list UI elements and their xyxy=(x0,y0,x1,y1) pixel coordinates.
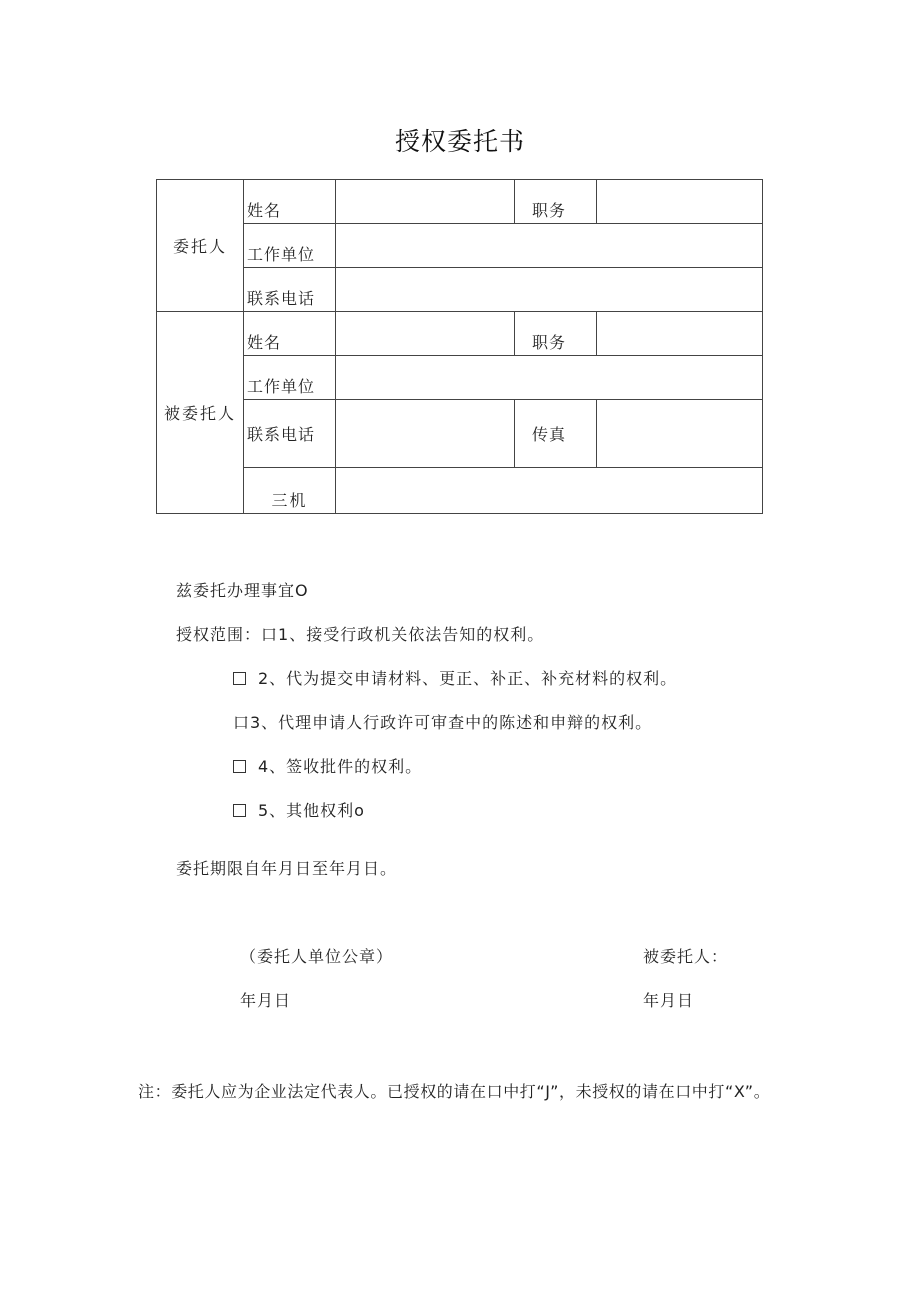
scope-item-3: 口3、代理申请人行政许可审查中的陈述和申辩的权利。 xyxy=(233,713,653,732)
checkbox-4[interactable] xyxy=(233,760,246,773)
authorization-form-table xyxy=(156,179,763,514)
period-line: 委托期限自年月日至年月日。 xyxy=(176,859,398,878)
agent-mobile-field[interactable] xyxy=(336,468,763,514)
intro-line: 兹委托办理事宜O xyxy=(176,581,309,600)
principal-group-label: 委托人 xyxy=(157,180,244,312)
document-title: 授权委托书 xyxy=(394,127,525,156)
principal-work-unit-label: 工作单位 xyxy=(244,224,336,268)
agent-signature-label: 被委托人： xyxy=(643,947,729,966)
scope-label: 授权范围： xyxy=(176,625,262,644)
scope-line-1 xyxy=(176,622,544,645)
principal-name-field[interactable] xyxy=(336,180,515,224)
scope-line-5 xyxy=(233,798,365,821)
agent-position-field[interactable] xyxy=(597,312,763,356)
principal-position-label: 职务 xyxy=(515,180,597,224)
checkbox-2[interactable] xyxy=(233,672,246,685)
agent-phone-label: 联系电话 xyxy=(244,400,336,468)
agent-position-label: 职务 xyxy=(515,312,597,356)
agent-work-unit-field[interactable] xyxy=(336,356,763,400)
principal-phone-label: 联系电话 xyxy=(244,268,336,312)
principal-position-field[interactable] xyxy=(597,180,763,224)
agent-date: 年月日 xyxy=(643,991,695,1010)
agent-phone-field[interactable] xyxy=(336,400,515,468)
scope-item-4: 4、签收批件的权利。 xyxy=(258,757,423,776)
checkbox-5[interactable] xyxy=(233,804,246,817)
scope-item-1: 口1、接受行政机关依法告知的权利。 xyxy=(261,625,545,644)
principal-work-unit-field[interactable] xyxy=(336,224,763,268)
agent-fax-field[interactable] xyxy=(597,400,763,468)
principal-seal-label: （委托人单位公章） xyxy=(240,947,394,966)
agent-name-field[interactable] xyxy=(336,312,515,356)
agent-work-unit-label: 工作单位 xyxy=(244,356,336,400)
principal-date: 年月日 xyxy=(240,991,292,1010)
principal-phone-field[interactable] xyxy=(336,268,763,312)
scope-item-5: 5、其他权利o xyxy=(258,801,365,820)
agent-group-label: 被委托人 xyxy=(157,312,244,514)
agent-fax-label: 传真 xyxy=(515,400,597,468)
scope-line-2 xyxy=(233,666,677,689)
principal-name-label: 姓名 xyxy=(244,180,336,224)
footnote: 注：委托人应为企业法定代表人。已授权的请在口中打“J”，未授权的请在口中打“X”。 xyxy=(138,1082,771,1101)
scope-item-2: 2、代为提交申请材料、更正、补正、补充材料的权利。 xyxy=(258,669,678,688)
agent-mobile-label: 三机 xyxy=(244,468,336,514)
scope-line-4 xyxy=(233,754,422,777)
agent-name-label: 姓名 xyxy=(244,312,336,356)
